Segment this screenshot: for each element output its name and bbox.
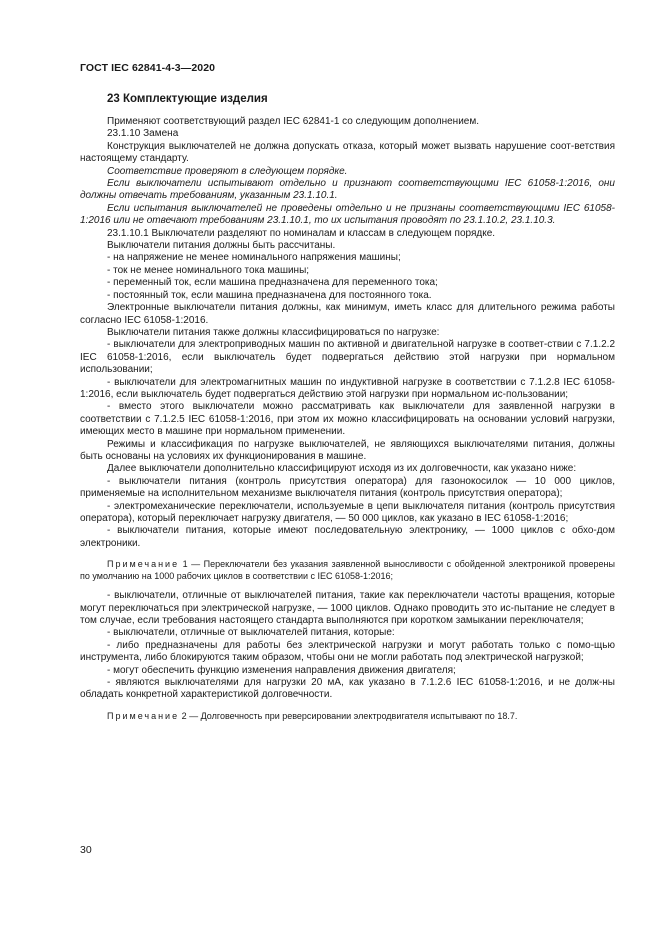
list-item: - вместо этого выключатели можно рассматривать как выключатели для заявленной нагрузки в соответствии с 7.1.2.5 IEC 61058-1:2016, при этом их можно классифицировать на основании условий нагрузки, имеющих место в машине при нормальном применении. xyxy=(80,401,615,438)
list-item: - постоянный ток, если машина предназначена для постоянного тока. xyxy=(107,289,432,301)
note-label: Примечание xyxy=(107,559,180,570)
paragraph: Режимы и классификация по нагрузке выключателей, не являющихся выключателями питания, должны быть основаны на условиях их функционирования в машине. xyxy=(80,438,615,462)
section-heading: 23 Комплектующие изделия xyxy=(107,93,268,105)
list-item: - выключатели питания, которые имеют последовательную электронику, — 1000 циклов с обхо-дом электроники. xyxy=(80,525,615,549)
list-item: - являются выключателями для нагрузки 20 мА, как указано в 7.1.2.6 IEC 61058-1:2016, и не долж-ны обладать конкретной характеристикой долговечности. xyxy=(80,677,615,701)
list-item: - выключатели для электромагнитных машин по индуктивной нагрузке в соответствии с 7.1.2.8 IEC 61058-1:2016, если выключатель будет подвергаться действию этой нагрузки при нормальном ис-пользовании; xyxy=(80,376,615,400)
list-item: - переменный ток, если машина предназначена для переменного тока; xyxy=(107,277,438,289)
paragraph: Выключатели питания должны быть рассчитаны. xyxy=(107,240,336,252)
compliance-text: Соответствие проверяют в следующем порядке. xyxy=(107,165,348,177)
standard-header: ГОСТ IEC 62841-4-3—2020 xyxy=(80,62,216,74)
list-item: - выключатели, отличные от выключателей питания, которые: xyxy=(107,627,395,639)
list-item: - ток не менее номинального тока машины; xyxy=(107,264,310,276)
paragraph: Далее выключатели дополнительно классифицируют исходя из их долговечности, как указано ниже: xyxy=(107,463,577,475)
note-text: 2 — Долговечность при реверсировании электродвигателя испытывают по 18.7. xyxy=(181,710,518,721)
list-item: - электромеханические переключатели, используемые в цепи выключателя питания (контроль присутствия оператора), который переключает нагрузку двигателя, — 50 000 циклов, как указано в IEC 61058-1:2016; xyxy=(80,500,615,524)
section-body xyxy=(80,116,615,730)
paragraph: Выключатели питания также должны классифицироваться по нагрузке: xyxy=(107,326,440,338)
list-item: - выключатели, отличные от выключателей питания, такие как переключатели частоты вращения, которые могут переключаться при электрической нагрузке, — 1000 циклов. Однако проводить это ис-пытание не следует в том случае, если требования настоящего стандарта выполняются при коротком замыкании переключателя; xyxy=(80,590,615,627)
list-item: - выключатели для электроприводных машин по активной и двигательной нагрузке в соответ-ствии с 7.1.2.2 IEC 61058-1:2016, если выключатель будет подвергаться действию этой нагрузки при нормальном использовании; xyxy=(80,339,615,376)
paragraph: 23.1.10.1 Выключатели разделяют по номиналам и классам в следующем порядке. xyxy=(107,227,496,239)
note-text: 1 — Переключатели без указания заявленной выносливости с обойденной электроникой проверены по умолчанию на 1000 рабочих циклов в соответствии с IEC 61058-1:2016; xyxy=(80,559,615,581)
note-1 xyxy=(80,559,615,582)
compliance-text: Если выключатели испытывают отдельно и признают соответствующими IEC 61058-1:2016, они должны отвечать требованиям, указанным 23.1.10.1. xyxy=(80,178,615,202)
compliance-text: Если испытания выключателей не проведены отдельно и не признаны соответствующими IEC 61058-1:2016 или не отвечают требованиям 23.1.10.1, то их испытания проводят по 23.1.10.2, 23.1.10.3. xyxy=(80,202,615,227)
list-item: - могут обеспечить функцию изменения направления движения двигателя; xyxy=(107,664,456,676)
clause-title: 23.1.10 Замена xyxy=(107,128,179,140)
paragraph: Электронные выключатели питания должны, как минимум, иметь класс для длительного режима работы согласно IEC 61058-1:2016. xyxy=(80,302,615,326)
page-number: 30 xyxy=(80,844,92,856)
list-item: - на напряжение не менее номинального напряжения машины; xyxy=(107,252,401,264)
paragraph: Применяют соответствующий раздел IEC 62841-1 со следующим дополнением. xyxy=(107,116,479,127)
list-item: - выключатели питания (контроль присутствия оператора) для газонокосилок — 10 000 циклов, применяемые на исполнительном механизме выключателя питания (контроль присутствия оператора); xyxy=(80,475,615,500)
paragraph: Конструкция выключателей не должна допускать отказа, который может вызвать нарушение соот-ветствия настоящему стандарту. xyxy=(80,140,615,165)
list-item: - либо предназначены для работы без электрической нагрузки и могут работать только с помо-щью инструмента, либо блокируются таким образом, чтобы они не могли работать под электрической нагрузкой; xyxy=(80,639,615,664)
note-label: Примечание xyxy=(107,710,180,721)
note-2 xyxy=(80,711,615,723)
